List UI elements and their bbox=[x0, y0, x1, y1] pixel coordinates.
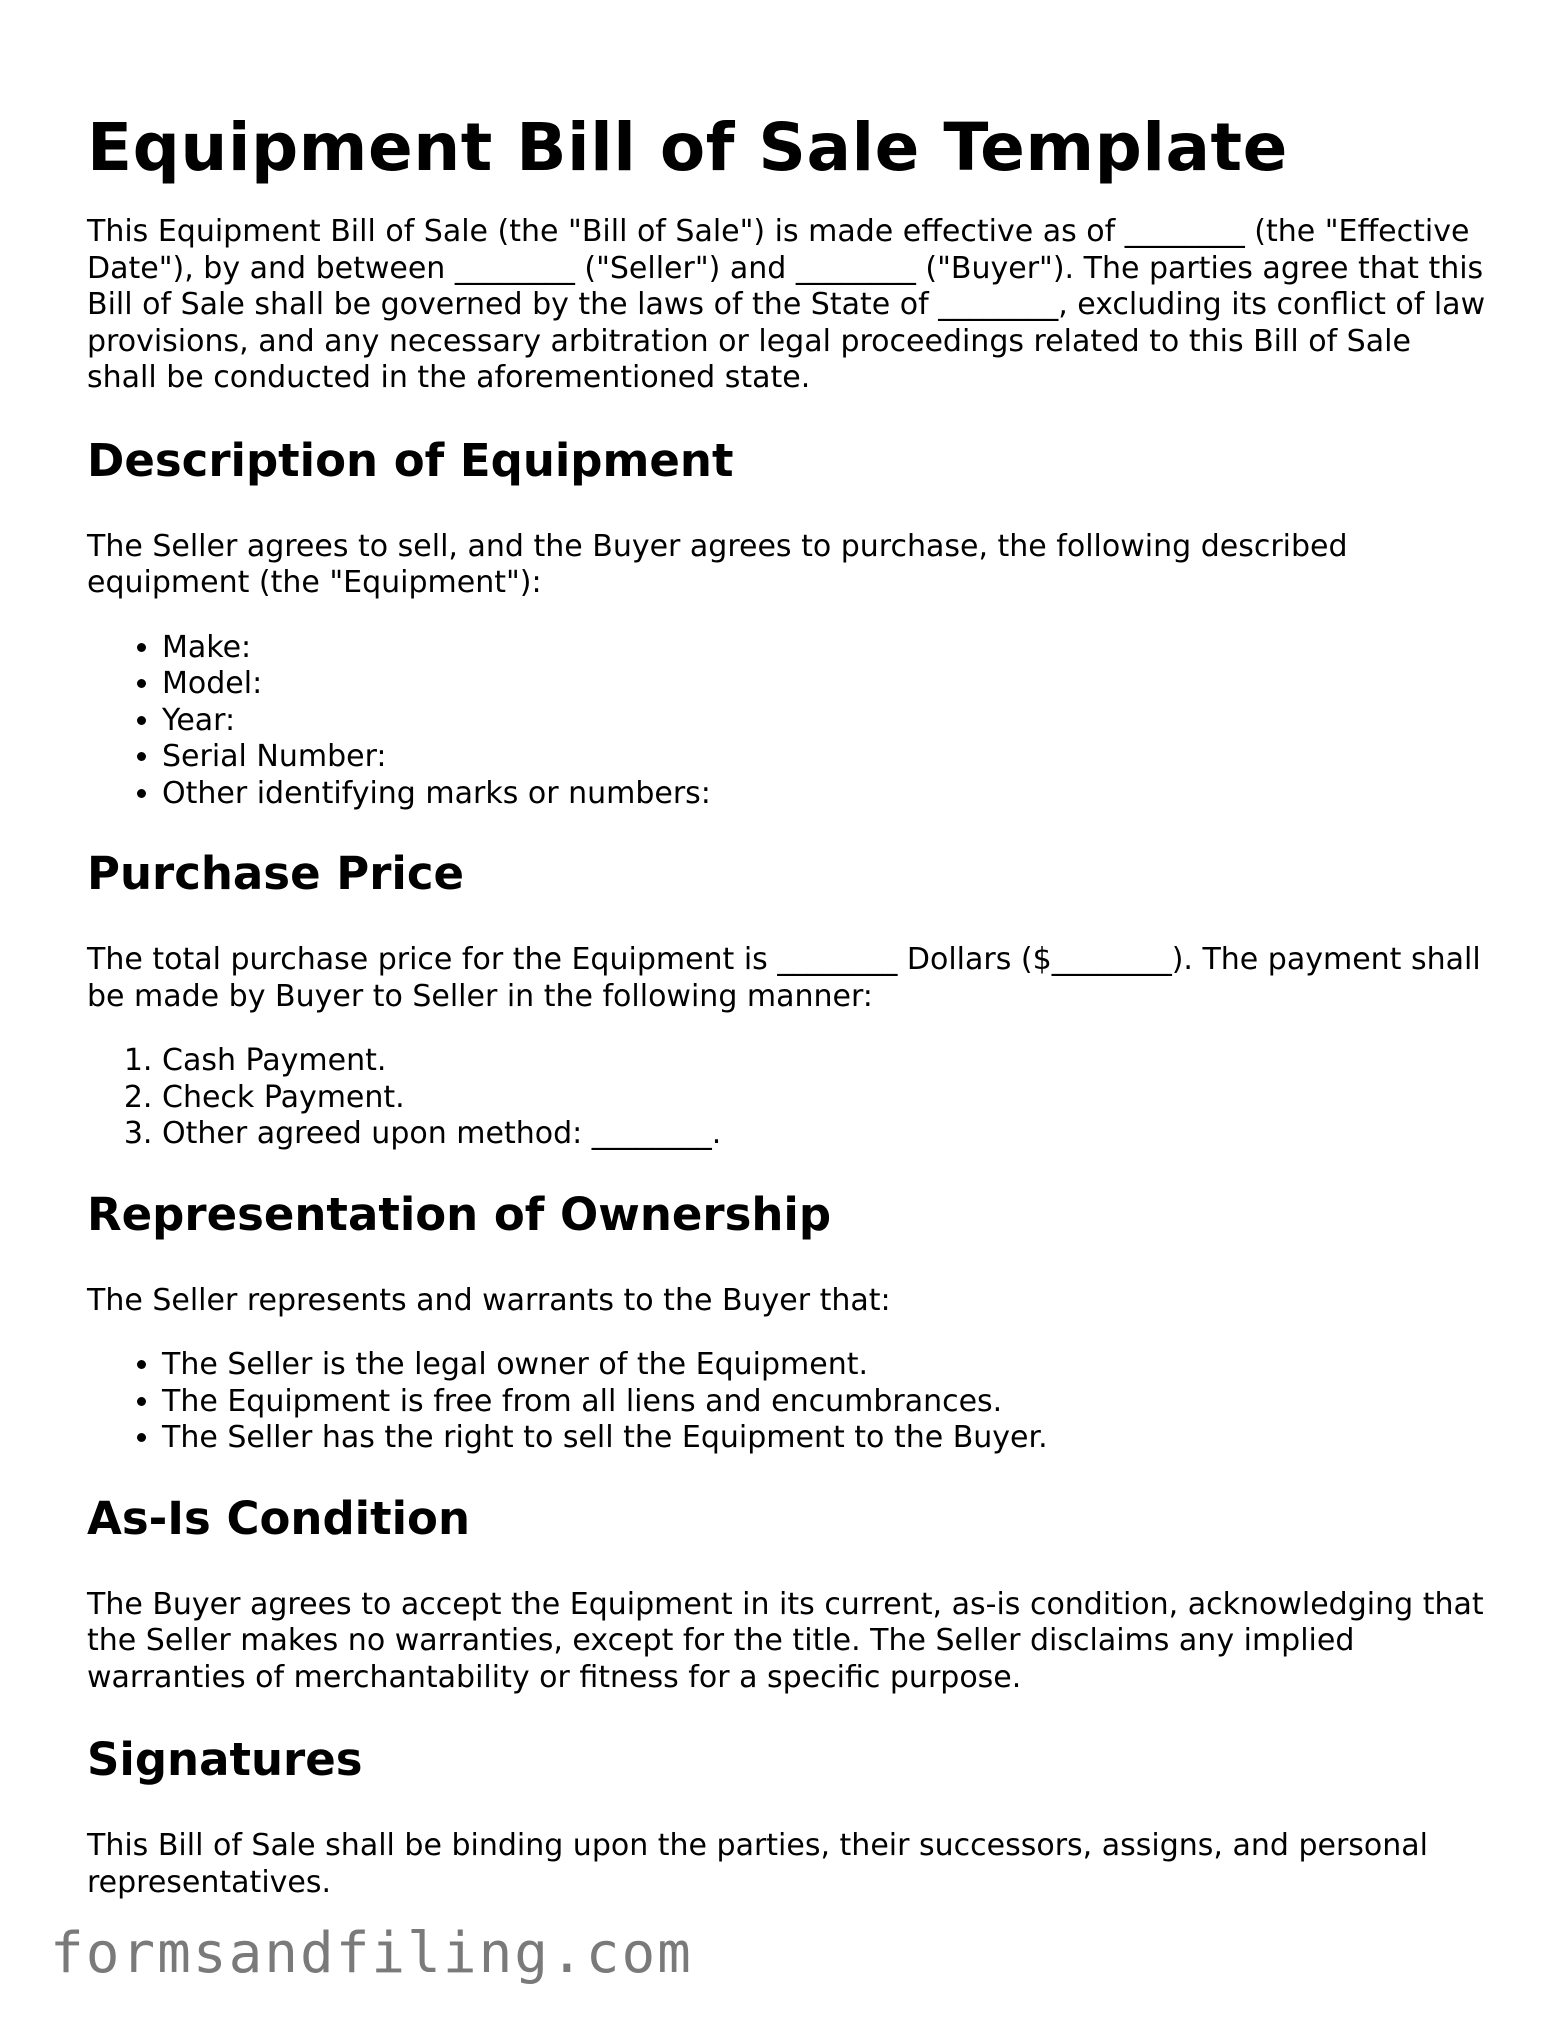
list-item: 3. Other agreed upon method: ________. bbox=[162, 1116, 1487, 1153]
ownership-warranties-list bbox=[87, 1347, 1487, 1457]
purchase-price-paragraph: The total purchase price for the Equipment is ________ Dollars ($________). The payment shall be made by Buyer to Seller in the following manner: bbox=[87, 942, 1481, 1014]
section-heading-ownership: Representation of Ownership bbox=[87, 1187, 832, 1241]
document-title: Equipment Bill of Sale Template bbox=[87, 109, 1288, 186]
list-item: • Year: bbox=[162, 703, 1487, 740]
list-item: 2. Check Payment. bbox=[162, 1080, 1487, 1117]
signatures-paragraph: This Bill of Sale shall be binding upon the parties, their successors, assigns, and personal representatives. bbox=[87, 1828, 1428, 1900]
list-item: • Make: bbox=[162, 630, 1487, 667]
list-item: • The Seller has the right to sell the Equipment to the Buyer. bbox=[162, 1420, 1487, 1457]
watermark: formsandfiling.com bbox=[50, 1921, 693, 1986]
section-heading-description: Description of Equipment bbox=[87, 433, 734, 487]
payment-methods-list bbox=[87, 1043, 1487, 1153]
section-heading-as-is: As-Is Condition bbox=[87, 1491, 470, 1545]
list-item: 1. Cash Payment. bbox=[162, 1043, 1487, 1080]
equipment-details-list bbox=[87, 630, 1487, 813]
list-item: • Other identifying marks or numbers: bbox=[162, 776, 1487, 813]
intro-paragraph: This Equipment Bill of Sale (the "Bill of Sale") is made effective as of ________ (the "Effective Date"), by and between ________ ("Seller") and ________ ("Buyer"). The parties agree that this Bill of Sale shall be governed by the laws of the State of ________, excluding its conflict of law provisions, and any necessary arbitration or legal proceedings related to this Bill of Sale shall be conducted in the aforementioned state. bbox=[87, 214, 1486, 395]
as-is-paragraph: The Buyer agrees to accept the Equipment in its current, as-is condition, acknowledging that the Seller makes no warranties, except for the title. The Seller disclaims any implied warranties of merchantability or fitness for a specific purpose. bbox=[87, 1586, 1484, 1695]
list-item: • The Equipment is free from all liens and encumbrances. bbox=[162, 1384, 1487, 1421]
description-paragraph: The Seller agrees to sell, and the Buyer agrees to purchase, the following described equipment (the "Equipment"): bbox=[87, 528, 1348, 600]
section-heading-signatures: Signatures bbox=[87, 1733, 363, 1786]
list-item: • Model: bbox=[162, 666, 1487, 703]
document-page bbox=[87, 0, 1487, 1901]
ownership-paragraph: The Seller represents and warrants to the Buyer that: bbox=[87, 1282, 891, 1318]
section-heading-purchase-price: Purchase Price bbox=[87, 847, 465, 900]
list-item: • Serial Number: bbox=[162, 739, 1487, 776]
list-item: • The Seller is the legal owner of the Equipment. bbox=[162, 1347, 1487, 1384]
